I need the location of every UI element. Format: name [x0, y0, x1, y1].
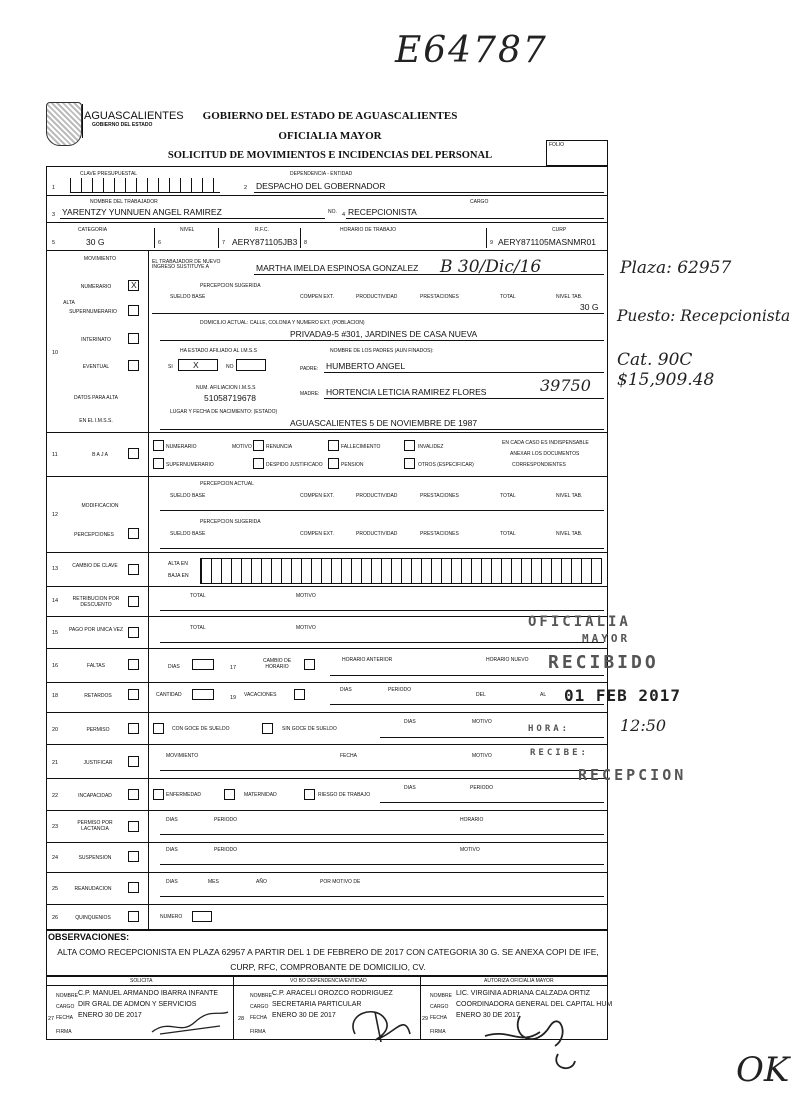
folio-box[interactable]: FOLIO [546, 140, 608, 166]
quinquenios-checkbox[interactable] [128, 911, 139, 922]
maternidad-checkbox[interactable] [224, 789, 235, 800]
enfermedad-checkbox[interactable] [153, 789, 164, 800]
rfc-value: AERY871105JB3 [232, 237, 298, 247]
retribucion-checkbox[interactable] [128, 596, 139, 607]
madre-value: HORTENCIA LETICIA RAMIREZ FLORES [326, 387, 487, 397]
suspension-checkbox[interactable] [128, 851, 139, 862]
modificacion-checkbox[interactable] [128, 528, 139, 539]
autoriza-cargo: COORDINADORA GENERAL DEL CAPITAL HUM [456, 1001, 613, 1008]
worker-name-value: YARENTZY YUNNUEN ANGEL RAMIREZ [62, 207, 222, 217]
signature-solicita-icon [150, 1008, 230, 1038]
cargo-value: RECEPCIONISTA [348, 207, 417, 217]
observaciones-text: ALTA COMO RECEPCIONISTA EN PLAZA 62957 A PARTIR DEL 1 DE FEBRERO DE 2017 CON CATEGORIA 30 G. SE ANEXA COPI DE IFE, CURP, RFC, COMPROBANTE DE DOMICILIO, CV. [57, 947, 599, 972]
domicilio-value: PRIVADA9-5 #301, JARDINES DE CASA NUEVA [290, 329, 478, 339]
permiso-checkbox[interactable] [128, 723, 139, 734]
autoriza-fecha: ENERO 30 DE 2017 [456, 1012, 520, 1019]
observaciones-label: OBSERVACIONES: [48, 932, 130, 942]
logo-text: AGUASCALIENTES GOBIERNO DEL ESTADO [84, 110, 184, 128]
supernumerario-baja-checkbox[interactable] [153, 458, 164, 469]
invalidez-checkbox[interactable] [404, 440, 415, 451]
sustituye-value: MARTHA IMELDA ESPINOSA GONZALEZ [256, 263, 419, 273]
vacaciones-checkbox[interactable] [294, 689, 305, 700]
pension-checkbox[interactable] [328, 458, 339, 469]
vobo-nombre: C.P. ARACELI OROZCO RODRIGUEZ [272, 990, 393, 997]
lactancia-checkbox[interactable] [128, 821, 139, 832]
renuncia-checkbox[interactable] [253, 440, 264, 451]
nivel-tab-value: 30 G [580, 302, 599, 312]
despido-checkbox[interactable] [253, 458, 264, 469]
retardos-checkbox[interactable] [128, 689, 139, 700]
interinato-checkbox[interactable] [128, 333, 139, 344]
otros-checkbox[interactable] [404, 458, 415, 469]
reanudacion-checkbox[interactable] [128, 882, 139, 893]
riesgo-checkbox[interactable] [304, 789, 315, 800]
eventual-checkbox[interactable] [128, 360, 139, 371]
solicita-nombre: C.P. MANUEL ARMANDO IBARRA INFANTE [78, 990, 219, 997]
lugar-fecha-nac-value: AGUASCALIENTES 5 DE NOVIEMBRE DE 1987 [290, 418, 478, 428]
clave-presupuestal-boxes[interactable] [70, 178, 220, 193]
reception-stamp: OFICIALIA MAYOR RECIBIDO 01 FEB 2017 HORA: 12:50 RECIBE: RECEPCION [528, 614, 687, 784]
imss-no-box[interactable] [236, 359, 266, 371]
justificar-checkbox[interactable] [128, 756, 139, 767]
numerario-checkbox[interactable]: X [128, 280, 139, 291]
title-gobierno: GOBIERNO DEL ESTADO DE AGUASCALIENTES [202, 110, 458, 122]
incapacidad-checkbox[interactable] [128, 789, 139, 800]
vobo-cargo: SECRETARIA PARTICULAR [272, 1001, 362, 1008]
baja-checkbox[interactable] [128, 448, 139, 459]
faltas-checkbox[interactable] [128, 659, 139, 670]
pago-unica-checkbox[interactable] [128, 627, 139, 638]
supernumerario-checkbox[interactable] [128, 305, 139, 316]
file-number-handwritten: E64787 [395, 30, 548, 71]
cambio-clave-checkbox[interactable] [128, 564, 139, 575]
plaza-note: Plaza: 62957 [620, 258, 732, 278]
curp-value: AERY871105MASNMR01 [498, 237, 596, 247]
puesto-note: Puesto: Recepcionista [617, 307, 791, 325]
con-goce-checkbox[interactable] [153, 723, 164, 734]
cambio-horario-checkbox[interactable] [304, 659, 315, 670]
title-oficialia: OFICIALIA MAYOR [278, 130, 382, 142]
signature-vobo-icon [345, 1004, 415, 1044]
solicita-fecha: ENERO 30 DE 2017 [78, 1012, 142, 1019]
fallecimiento-checkbox[interactable] [328, 440, 339, 451]
state-seal-icon [46, 102, 82, 146]
mother-note-handwritten: 39750 [540, 376, 591, 395]
baja-note-handwritten: B 30/Dic/16 [440, 257, 542, 277]
autoriza-nombre: LIC. VIRGINIA ADRIANA CALZADA ORTIZ [456, 990, 591, 997]
baja-numerario-checkbox[interactable] [153, 440, 164, 451]
categoria-note: Cat. 90C $15,909.48 [617, 350, 715, 390]
solicita-cargo: DIR GRAL DE ADMON Y SERVICIOS [78, 1001, 197, 1008]
dependencia-value: DESPACHO DEL GOBERNADOR [256, 181, 386, 191]
imss-si-box[interactable]: X [178, 359, 218, 371]
cambio-clave-grid[interactable] [200, 558, 602, 584]
categoria-value: 30 G [86, 237, 105, 247]
signature-autoriza-icon [480, 1006, 580, 1076]
padre-value: HUMBERTO ANGEL [326, 361, 406, 371]
ok-note: OK [736, 1050, 790, 1090]
num-afiliacion-value: 51058719678 [204, 393, 257, 403]
title-solicitud: SOLICITUD DE MOVIMIENTOS E INCIDENCIAS DEL PERSONAL [167, 150, 493, 161]
sin-goce-checkbox[interactable] [262, 723, 273, 734]
vobo-fecha: ENERO 30 DE 2017 [272, 1012, 336, 1019]
